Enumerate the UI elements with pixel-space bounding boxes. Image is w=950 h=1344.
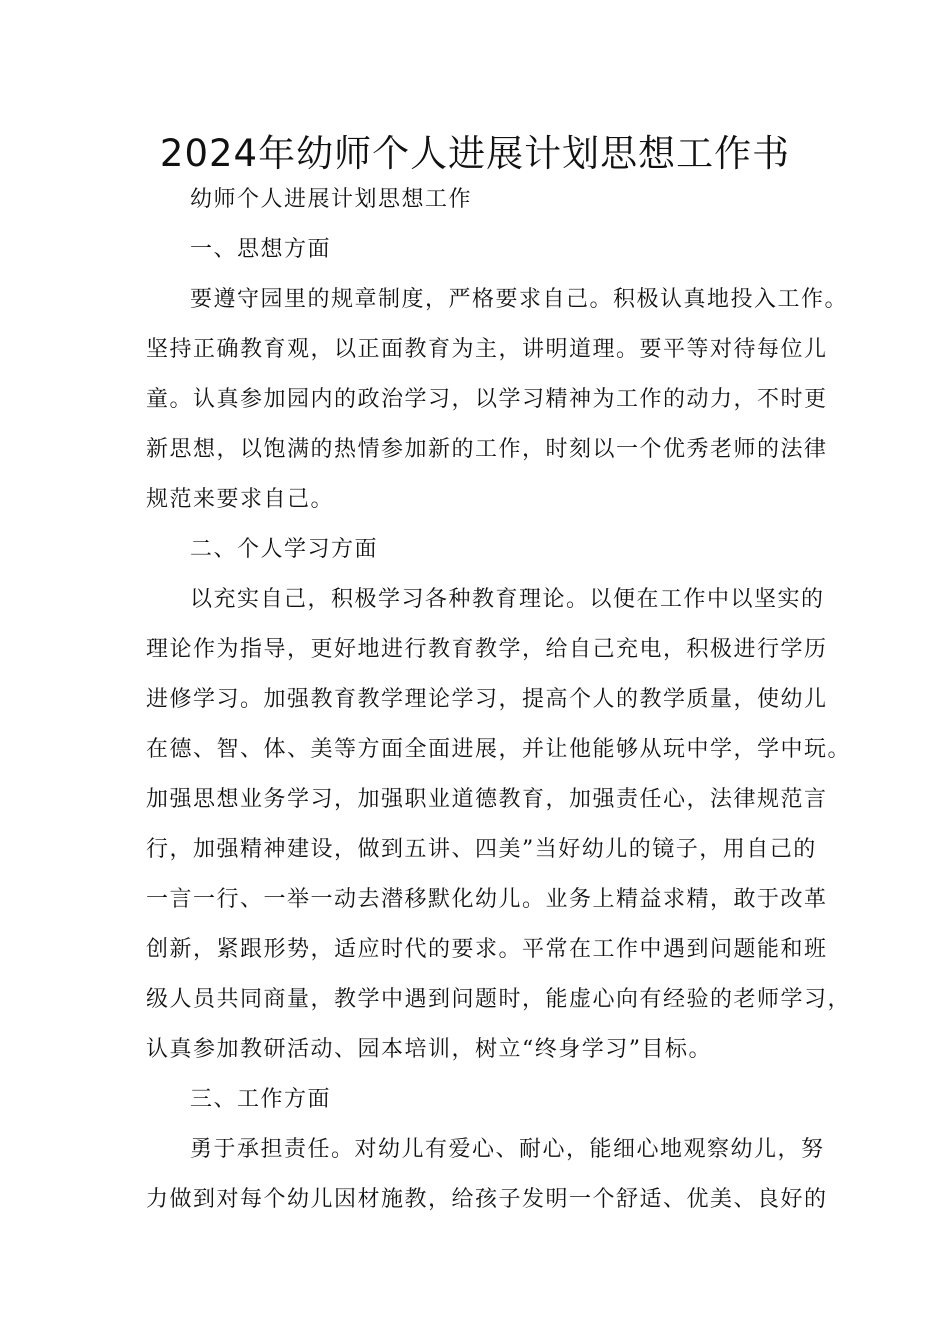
paragraph-line: 一言一行、一举一动去潜移默化幼儿。业务上精益求精，敢于改革: [146, 887, 828, 912]
paragraph-line: 创新，紧跟形势，适应时代的要求。平常在工作中遇到问题能和班: [146, 937, 828, 962]
paragraph-line: 要遵守园里的规章制度，严格要求自己。积极认真地投入工作。: [190, 287, 849, 312]
section-heading-work: 三、工作方面: [190, 1087, 332, 1112]
paragraph-line: 力做到对每个幼儿因材施教，给孩子发明一个舒适、优美、良好的: [146, 1187, 828, 1212]
section-heading-study: 二、个人学习方面: [190, 537, 379, 562]
paragraph-line: 以充实自己，积极学习各种教育理论。以便在工作中以坚实的: [190, 587, 825, 612]
paragraph-line: 童。认真参加园内的政治学习，以学习精神为工作的动力，不时更: [146, 387, 828, 412]
paragraph-line: 理论作为指导，更好地进行教育教学，给自己充电，积极进行学历: [146, 637, 828, 662]
paragraph-line: 坚持正确教育观，以正面教育为主，讲明道理。要平等对待每位儿: [146, 337, 828, 362]
paragraph-line: 新思想，以饱满的热情参加新的工作，时刻以一个优秀老师的法律: [146, 437, 828, 462]
paragraph-line: 加强思想业务学习，加强职业道德教育，加强责任心，法律规范言: [146, 787, 828, 812]
paragraph-line: 进修学习。加强教育教学理论学习，提高个人的教学质量，使幼儿: [146, 687, 828, 712]
paragraph-line: 行，加强精神建设，做到五讲、四美”当好幼儿的镜子，用自己的: [146, 837, 817, 862]
paragraph-line: 认真参加教研活动、园本培训，树立“终身学习”目标。: [146, 1037, 712, 1062]
paragraph-line: 在德、智、体、美等方面全面进展，并让他能够从玩中学，学中玩。: [146, 737, 852, 762]
paragraph-line: 规范来要求自己。: [146, 487, 335, 512]
document-title: 2024年幼师个人进展计划思想工作书: [159, 132, 791, 175]
subtitle-line: 幼师个人进展计划思想工作: [190, 187, 473, 212]
paragraph-line: 级人员共同商量，教学中遇到问题时，能虚心向有经验的老师学习，: [146, 987, 852, 1012]
paragraph-line: 勇于承担责任。对幼儿有爱心、耐心，能细心地观察幼儿，努: [190, 1137, 825, 1162]
section-heading-thought: 一、思想方面: [190, 237, 332, 262]
